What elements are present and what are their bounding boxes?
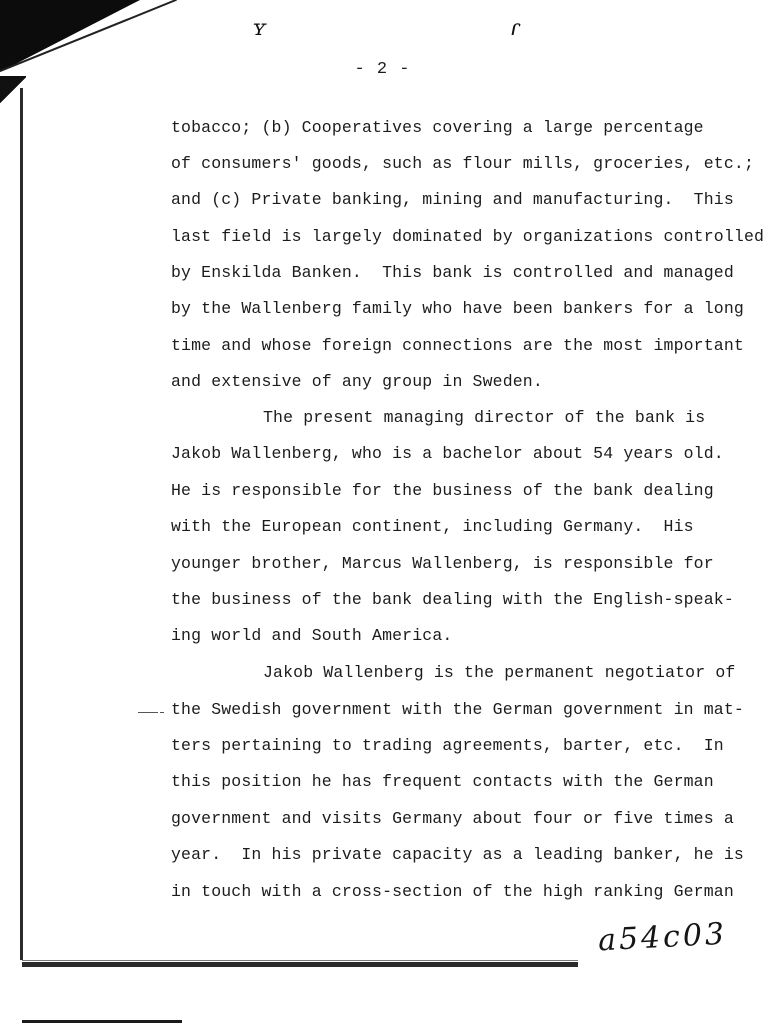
body-line-15: ing world and South America. bbox=[171, 626, 453, 645]
body-line-14: the business of the bank dealing with the English-speak- bbox=[171, 590, 734, 609]
body-line-19: this position he has frequent contacts with the German bbox=[171, 772, 714, 791]
body-line-22: in touch with a cross-section of the high ranking German bbox=[171, 882, 734, 901]
body-line-16: Jakob Wallenberg is the permanent negotiator of bbox=[263, 663, 736, 682]
body-line-21: year. In his private capacity as a leading banker, he is bbox=[171, 845, 744, 864]
handwritten-document-code: a54c03 bbox=[597, 916, 728, 959]
scan-left-edge bbox=[20, 88, 23, 960]
body-line-10: Jakob Wallenberg, who is a bachelor about 54 years old. bbox=[171, 444, 724, 463]
body-line-5: by Enskilda Banken. This bank is controlled and managed bbox=[171, 263, 734, 282]
body-line-17: the Swedish government with the German government in mat- bbox=[171, 700, 744, 719]
body-line-4: last field is largely dominated by organizations controlled bbox=[171, 227, 765, 246]
body-line-7: time and whose foreign connections are the most important bbox=[171, 336, 744, 355]
body-line-3: and (c) Private banking, mining and manufacturing. This bbox=[171, 190, 734, 209]
body-line-9: The present managing director of the bank is bbox=[263, 408, 706, 427]
scan-bottom-edge-thin bbox=[22, 960, 578, 961]
body-line-13: younger brother, Marcus Wallenberg, is responsible for bbox=[171, 554, 714, 573]
margin-tick-2 bbox=[160, 712, 164, 713]
body-line-6: by the Wallenberg family who have been bankers for a long bbox=[171, 299, 744, 318]
body-line-2: of consumers' goods, such as flour mills, groceries, etc.; bbox=[171, 154, 754, 173]
handwritten-mark-right: ɾ bbox=[510, 16, 520, 41]
scan-bottom-bar bbox=[22, 1020, 182, 1023]
margin-tick bbox=[138, 712, 158, 713]
body-line-11: He is responsible for the business of the bank dealing bbox=[171, 481, 714, 500]
body-line-8: and extensive of any group in Sweden. bbox=[171, 372, 543, 391]
page-number: - 2 - bbox=[354, 60, 411, 79]
body-line-20: government and visits Germany about four or five times a bbox=[171, 809, 734, 828]
handwritten-mark-left: ʏ bbox=[252, 16, 267, 41]
body-line-12: with the European continent, including Germany. His bbox=[171, 517, 694, 536]
scan-bottom-edge bbox=[22, 962, 578, 967]
body-line-18: ters pertaining to trading agreements, barter, etc. In bbox=[171, 736, 724, 755]
body-line-1: tobacco; (b) Cooperatives covering a large percentage bbox=[171, 118, 704, 137]
